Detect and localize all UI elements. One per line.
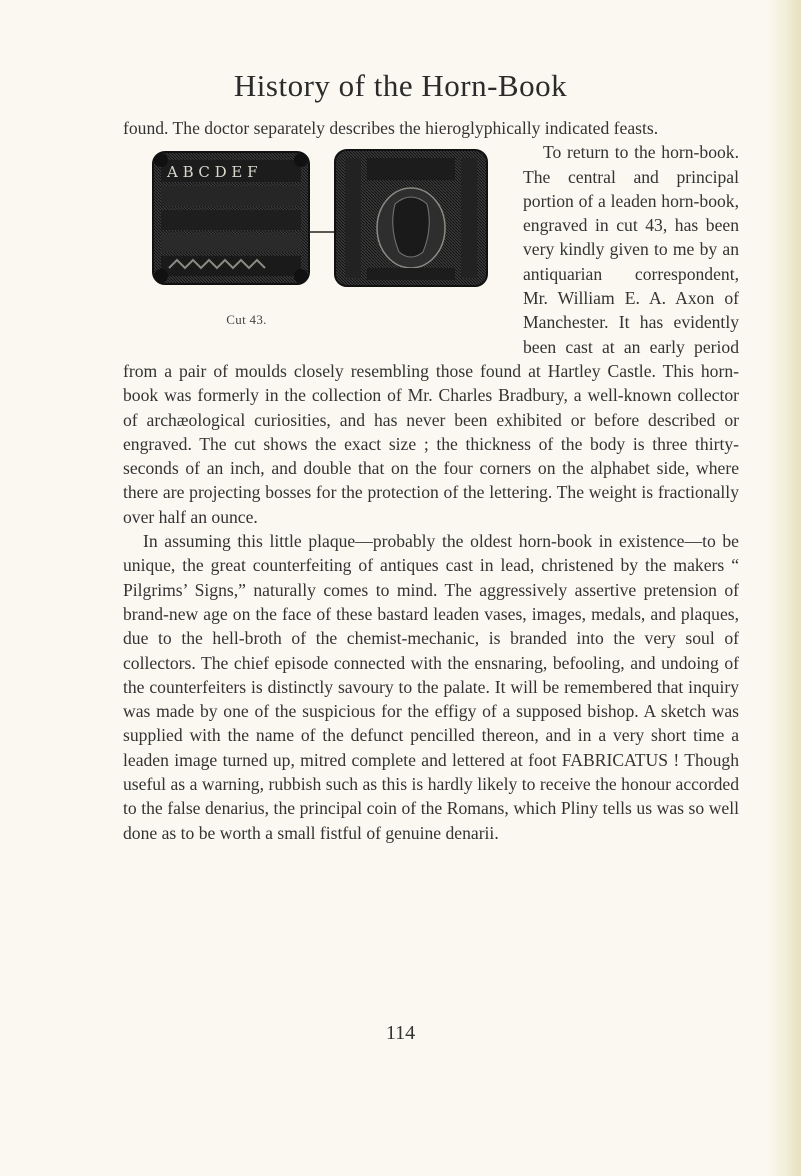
paragraph-2: [123, 140, 739, 529]
cut-43-figure: [149, 146, 511, 356]
page-edge-stain: [767, 0, 801, 1176]
body-text: [123, 116, 739, 845]
figure-side-plaque: [335, 150, 487, 286]
paragraph-1: found. The doctor separately describes the hieroglyphically indicated feasts.: [123, 118, 659, 138]
figure-caption: Cut 43.: [226, 312, 267, 328]
running-head: History of the Horn-Book: [233, 68, 568, 103]
svg-text:A B C D E F: A B C D E F: [167, 163, 258, 182]
page-number: 114: [385, 1022, 416, 1044]
paragraph-2-text: To return to the horn-book. The central and principal portion of a leaden horn-book, engraved in cut 43, has been very kindly given to me by an antiquarian correspondent, Mr. William E. A. Axon of Manchester. It has evidently been cast at an early period from a pair of moulds closely resembling those found at Hartley Castle. This horn-book was formerly in the collection of Mr. Charles Bradbury, a well-known collector of archæological curiosities, and has never been exhibited or before described or engraved. The cut shows the exact size ; the thickness of the body is three thirty-seconds of an inch, and double that on the four corners on the alphabet side, where there are projecting bosses for the protection of the lettering. The weight is fractionally over half an ounce.: [123, 142, 739, 527]
alphabet-side-plaque: [153, 152, 309, 284]
paragraph-3: In assuming this little plaque—probably the oldest horn-book in existence—to be unique, the great counterfeiting of antiques cast in lead, christened by the makers “ Pilgrims’ Signs,” naturally comes to mind. The aggressively assertive pretension of brand-new age on the face of these bastard leaden vases, images, medals, and plaques, due to the hell-broth of the chemist-mechanic, is branded into the very soul of collectors. The chief episode connected with the ensnaring, befooling, and undoing of the counterfeiters is distinctly savoury to the palate. It will be remembered that inquiry was made by one of the suspicious for the effigy of a supposed bishop. A sketch was supplied with the name of the defunct pencilled thereon, and in a very short time a leaden image turned up, mitred complete and lettered at foot FABRICATUS ! Though useful as a warning, rubbish such as this is hardly likely to receive the honour accorded to the false denarius, the principal coin of the Romans, which Pliny tells us was so well done as to be worth a small fistful of genuine denarii.: [123, 531, 739, 843]
